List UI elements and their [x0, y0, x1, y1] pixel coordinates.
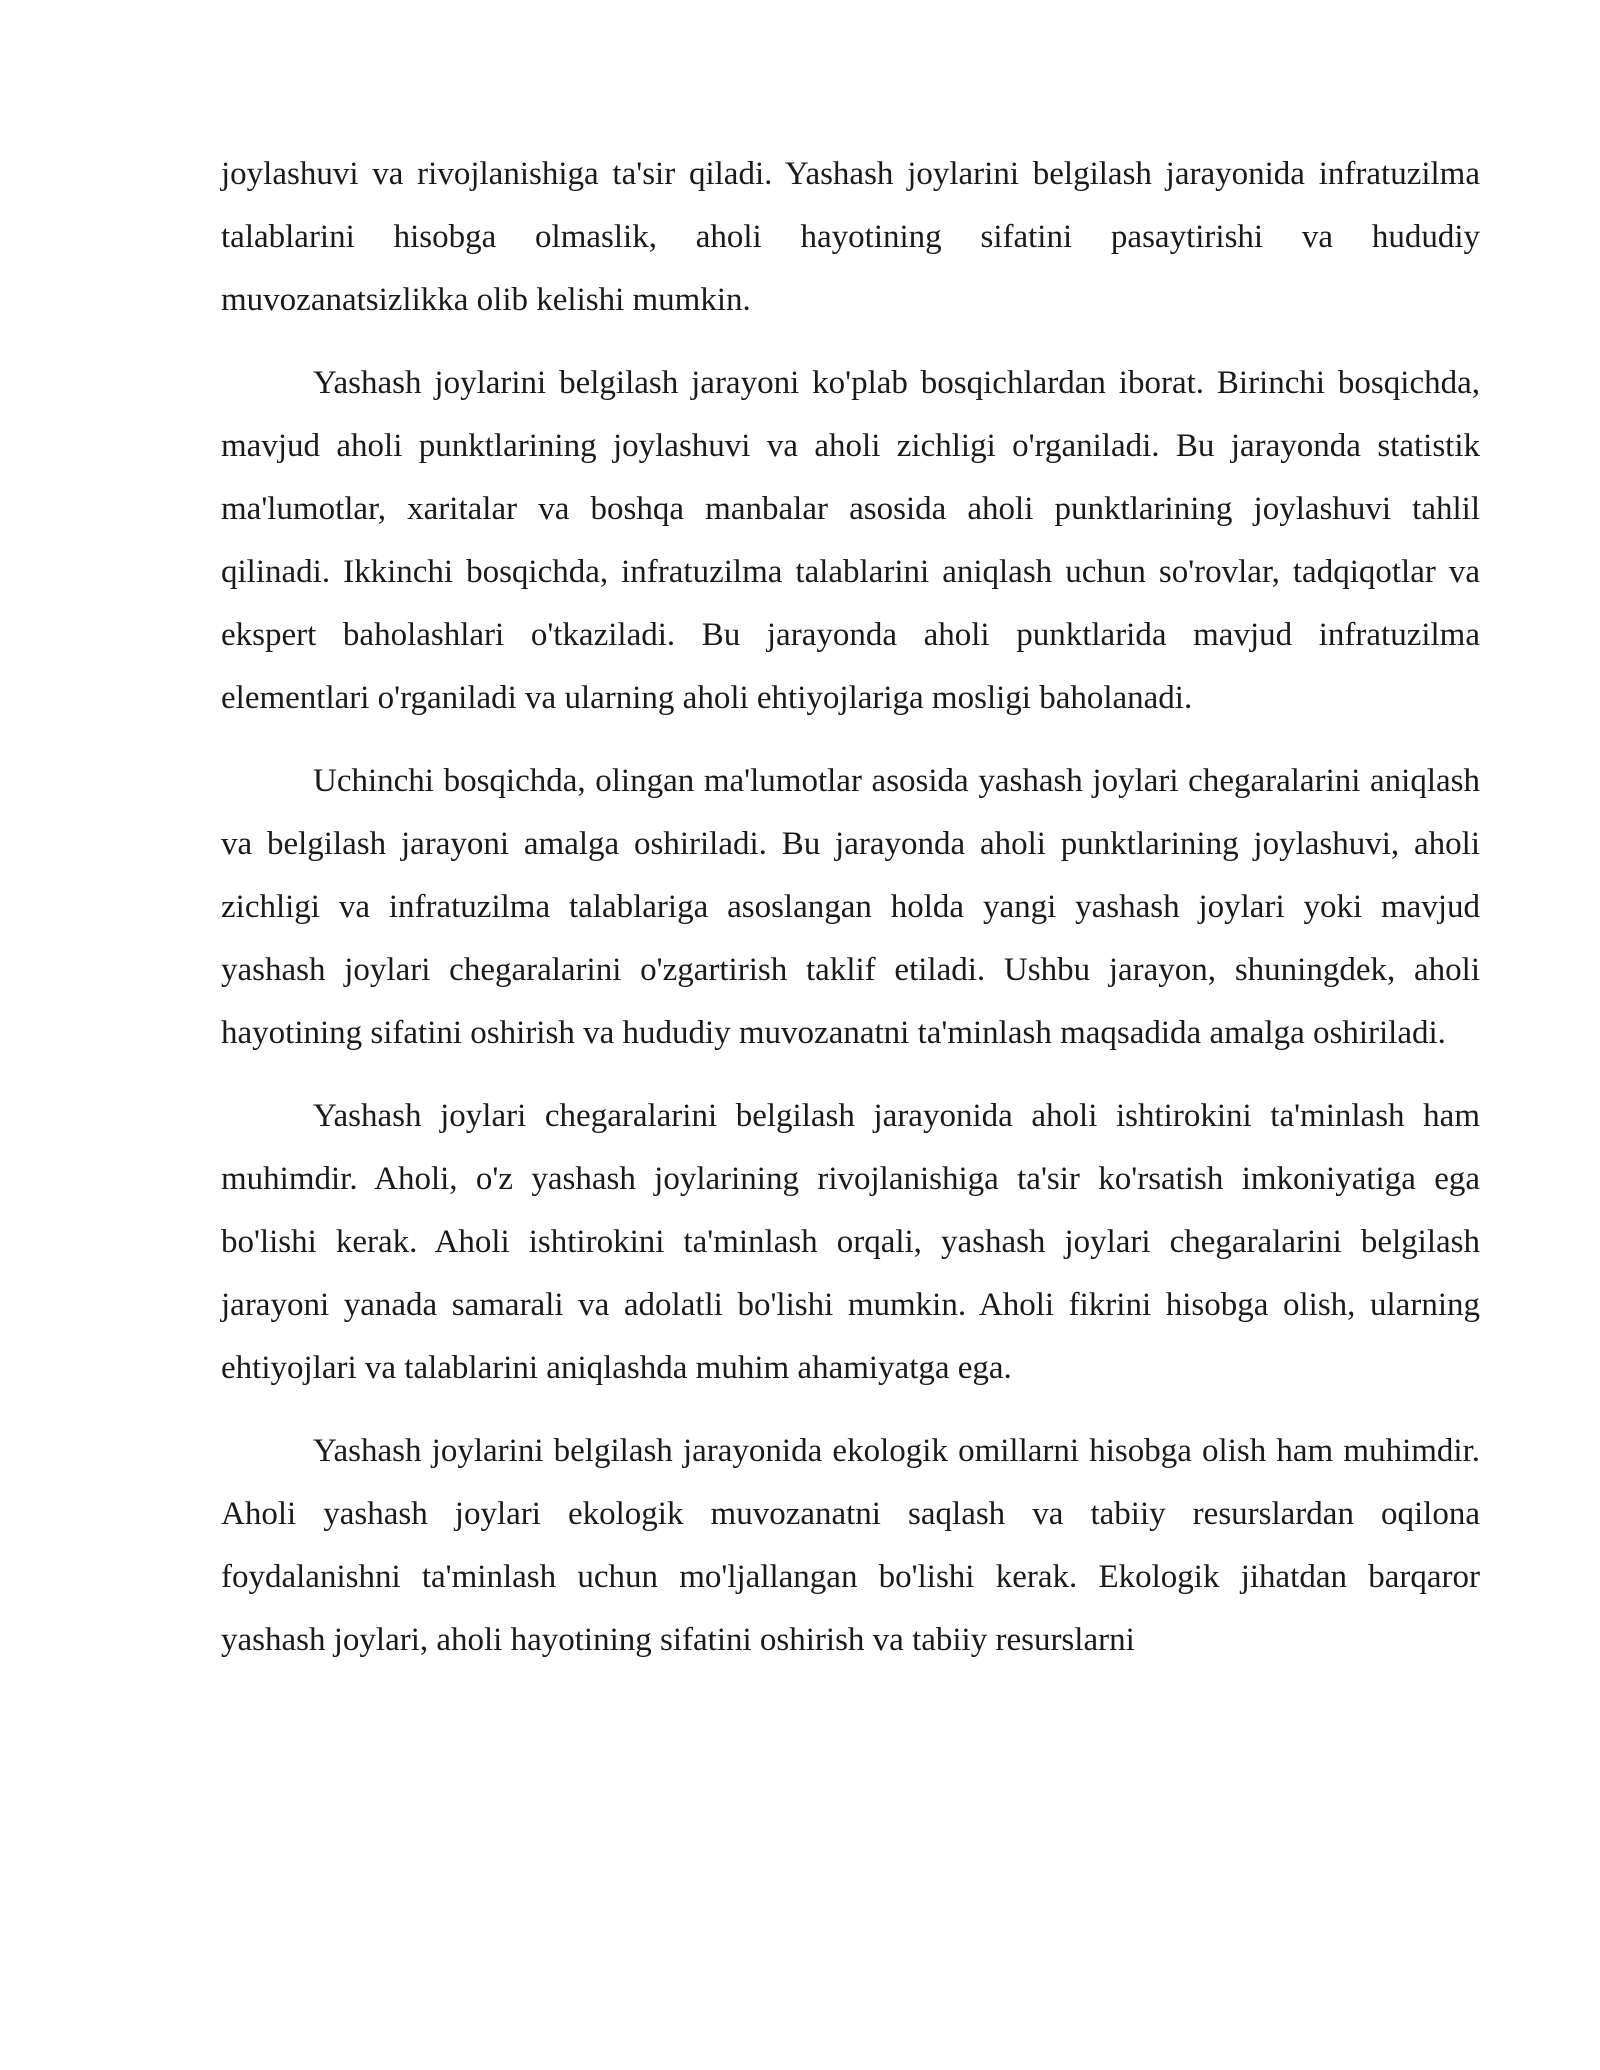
- paragraph-1: joylashuvi va rivojlanishiga ta'sir qiladi. Yashash joylarini belgilash jarayonida infratuzilma talablarini hisobga olmaslik, aholi hayotining sifatini pasaytirishi va hududiy muvozanatsizlikka olib kelishi mumkin.: [221, 156, 1480, 318]
- paragraph-2: Yashash joylarini belgilash jarayoni ko'plab bosqichlardan iborat. Birinchi bosqichda, mavjud aholi punktlarining joylashuvi va aholi zichligi o'rganiladi. Bu jarayonda statistik ma'lumotlar, xaritalar va boshqa manbalar asosida aholi punktlarining joylashuvi tahlil qilinadi. Ikkinchi bosqichda, infratuzilma talablarini aniqlash uchun so'rovlar, tadqiqotlar va ekspert baholashlari o'tkaziladi. Bu jarayonda aholi punktlarida mavjud infratuzilma elementlari o'rganiladi va ularning aholi ehtiyojlariga mosligi baholanadi.: [221, 365, 1480, 716]
- paragraph-5: Yashash joylarini belgilash jarayonida ekologik omillarni hisobga olish ham muhimdir. Aholi yashash joylari ekologik muvozanatni saqlash va tabiiy resurslardan oqilona foydalanishni ta'minlash uchun mo'ljallangan bo'lishi kerak. Ekologik jihatdan barqaror yashash joylari, aholi hayotining sifatini oshirish va tabiiy resurslarni: [221, 1433, 1480, 1658]
- document-body: [221, 143, 1480, 1692]
- paragraph-4: Yashash joylari chegaralarini belgilash jarayonida aholi ishtirokini ta'minlash ham muhimdir. Aholi, o'z yashash joylarining rivojlanishiga ta'sir ko'rsatish imkoniyatiga ega bo'lishi kerak. Aholi ishtirokini ta'minlash orqali, yashash joylari chegaralarini belgilash jarayoni yanada samarali va adolatli bo'lishi mumkin. Aholi fikrini hisobga olish, ularning ehtiyojlari va talablarini aniqlashda muhim ahamiyatga ega.: [221, 1098, 1480, 1386]
- paragraph-3: Uchinchi bosqichda, olingan ma'lumotlar asosida yashash joylari chegaralarini aniqlash va belgilash jarayoni amalga oshiriladi. Bu jarayonda aholi punktlarining joylashuvi, aholi zichligi va infratuzilma talablariga asoslangan holda yangi yashash joylari yoki mavjud yashash joylari chegaralarini o'zgartirish taklif etiladi. Ushbu jarayon, shuningdek, aholi hayotining sifatini oshirish va hududiy muvozanatni ta'minlash maqsadida amalga oshiriladi.: [221, 763, 1480, 1051]
